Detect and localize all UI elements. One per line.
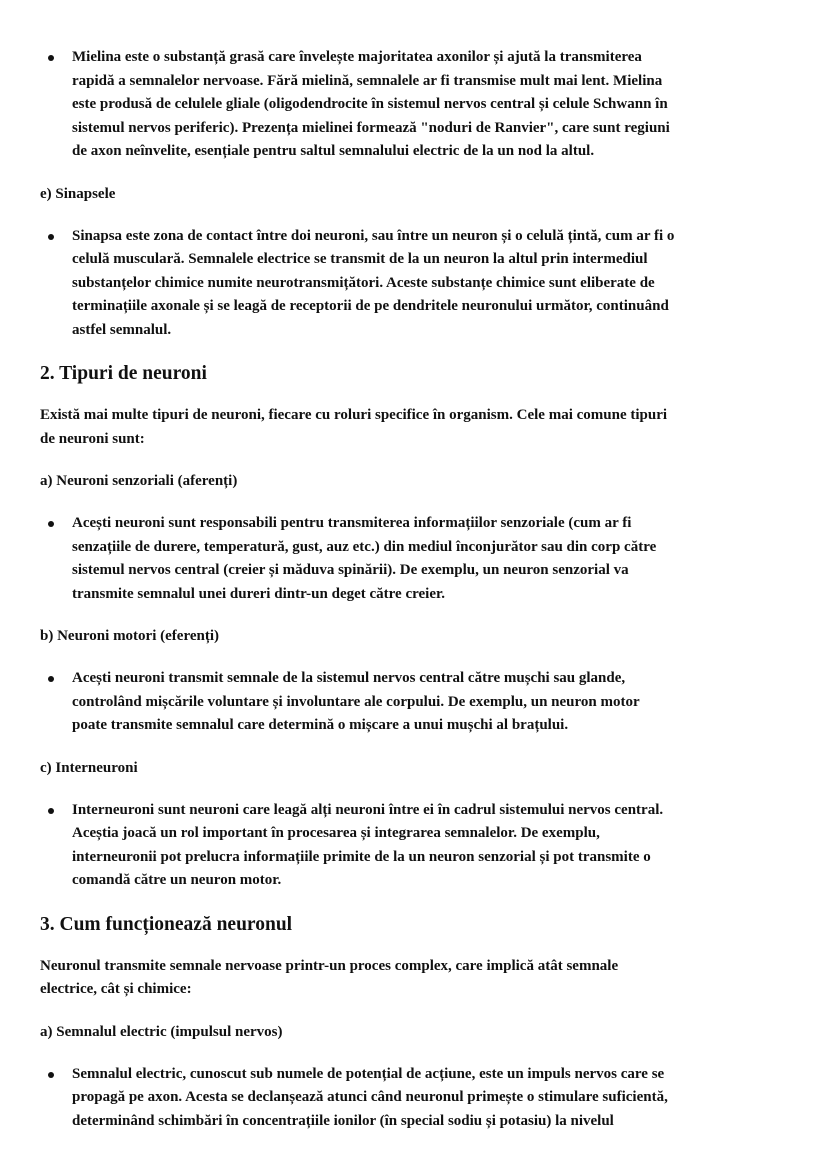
- list-item: [40, 512, 800, 606]
- bullet-list: [40, 46, 800, 164]
- text-line: sistemul nervos central (creier și măduva spinării). De exemplu, un neuron senzorial va: [72, 562, 629, 578]
- text-line: de axon neînvelite, esențiale pentru saltul semnalului electric de la un nod la altul.: [72, 143, 595, 159]
- bullet-icon: [48, 1072, 54, 1078]
- text-line: poate transmite semnalul care determină o mișcare a unui mușchi al brațului.: [72, 717, 569, 733]
- bullet-list: [40, 667, 800, 738]
- text-line: Mielina este o substanță grasă care învelește majoritatea axonilor și ajută la transmiterea: [72, 49, 642, 65]
- text-line: interneuronii pot prelucra informațiile primite de la un neuron senzorial și pot transmite o: [72, 848, 651, 865]
- bullet-list: [40, 225, 800, 343]
- bullet-list: [40, 512, 800, 606]
- text-line: rapidă a semnalelor nervoase. Fără mielină, semnalele ar fi transmise mult mai lent. Mielina: [72, 72, 663, 89]
- text-line: celulă musculară. Semnalele electrice se transmit de la un neuron la altul prin intermediul: [72, 251, 648, 267]
- text-line: este produsă de celulele gliale (oligodendrocite în sistemul nervos central și celule Schwann în: [72, 96, 668, 112]
- text-line: propagă pe axon. Acesta se declanșează atunci când neuronul primește o stimulare suficientă,: [72, 1089, 668, 1105]
- bullet-icon: [48, 55, 54, 61]
- text-line: comandă către un neuron motor.: [72, 872, 282, 888]
- text-line: Interneuroni sunt neuroni care leagă alți neuroni între ei în cadrul sistemului nervos central.: [72, 801, 664, 818]
- list-item: [40, 225, 800, 343]
- text-line: transmite semnalul unei dureri dintr-un deget către creier.: [72, 585, 446, 602]
- bullet-icon: [48, 234, 54, 240]
- section-heading: 2. Tipuri de neuroni: [40, 363, 207, 384]
- bullet-list: [40, 1063, 800, 1134]
- subsection-heading: c) Interneuroni: [40, 759, 138, 776]
- text-line: de neuroni sunt:: [40, 430, 145, 447]
- subsection-heading: e) Sinapsele: [40, 185, 116, 202]
- bullet-icon: [48, 676, 54, 682]
- text-line: controlând mișcările voluntare și involuntare ale corpului. De exemplu, un neuron motor: [72, 693, 640, 710]
- list-item: [40, 667, 800, 738]
- text-line: Sinapsa este zona de contact între doi neuroni, sau între un neuron și o celulă țintă, cum ar fi o: [72, 227, 675, 244]
- list-item: [40, 1063, 800, 1134]
- paragraph: [40, 955, 800, 1002]
- subsection-heading: b) Neuroni motori (eferenți): [40, 628, 219, 644]
- subsection-heading: a) Semnalul electric (impulsul nervos): [40, 1023, 283, 1040]
- subsection-heading: a) Neuroni senzoriali (aferenți): [40, 473, 238, 489]
- text-line: Aceștia joacă un rol important în procesarea și integrarea semnalelor. De exemplu,: [72, 825, 600, 841]
- bullet-icon: [48, 808, 54, 814]
- text-line: electrice, cât și chimice:: [40, 981, 192, 997]
- bullet-icon: [48, 521, 54, 527]
- text-line: Semnalul electric, cunoscut sub numele de potențial de acțiune, este un impuls nervos care se: [72, 1065, 665, 1082]
- text-line: sistemul nervos periferic). Prezența mielinei formează "noduri de Ranvier", care sunt regiuni: [72, 119, 670, 136]
- list-item: [40, 46, 800, 164]
- text-line: terminațiile axonale și se leagă de receptorii de pe dendritele neuronului următor, continuând: [72, 298, 669, 314]
- text-line: substanțelor chimice numite neurotransmițători. Aceste substanțe chimice sunt eliberate de: [72, 274, 655, 291]
- text-line: Există mai multe tipuri de neuroni, fiecare cu roluri specifice în organism. Cele mai comune tipuri: [40, 407, 668, 423]
- document-body: [40, 46, 800, 1152]
- section-heading: 3. Cum funcționează neuronul: [40, 913, 293, 935]
- text-line: Neuronul transmite semnale nervoase printr-un proces complex, care implică atât semnale: [40, 957, 619, 974]
- paragraph: [40, 404, 800, 451]
- bullet-list: [40, 799, 800, 893]
- text-line: senzațiile de durere, temperatură, gust, auz etc.) din mediul înconjurător sau din corp către: [72, 538, 657, 555]
- text-line: astfel semnalul.: [72, 321, 172, 338]
- list-item: [40, 799, 800, 893]
- text-line: Acești neuroni sunt responsabili pentru transmiterea informațiilor senzoriale (cum ar fi: [72, 515, 632, 531]
- text-line: determinând schimbări în concentrațiile ionilor (în special sodiu și potasiu) la nivelul: [72, 1112, 614, 1129]
- text-line: Acești neuroni transmit semnale de la sistemul nervos central către mușchi sau glande,: [72, 670, 626, 686]
